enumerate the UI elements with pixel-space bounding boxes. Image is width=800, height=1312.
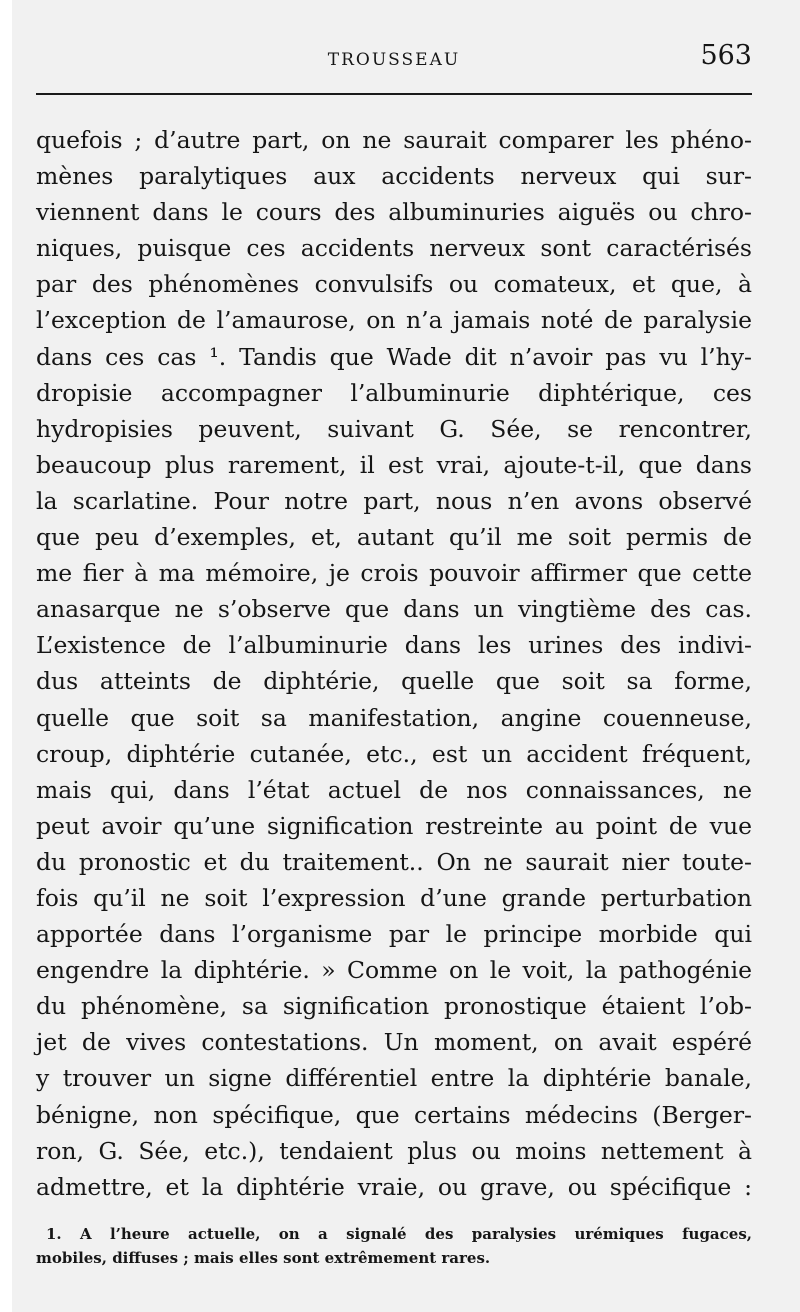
footnote [36,1222,752,1270]
text-line: du phénomène, sa signification pronostique étaient l’ob- [36,992,752,1021]
text-line: peut avoir qu’une signification restreinte au point de vue [36,811,752,840]
text-line: niques, puisque ces accidents nerveux sont caractérisés [36,234,752,263]
text-line: dus atteints de diphtérie, quelle que soit sa forme, [36,667,752,696]
text-line: dropisie accompagner l’albuminurie diphtérique, ces [36,378,752,407]
text-line: fois qu’il ne soit l’expression d’une grande perturbation [36,883,752,912]
text-line: bénigne, non spécifique, que certains médecins (Berger- [36,1100,752,1129]
text-line: mènes paralytiques aux accidents nerveux qui sur- [36,162,752,191]
text-line: jet de vives contestations. Un moment, on avait espéré [36,1028,752,1057]
footnote-line: mobiles, diffuses ; mais elles sont extrêmement rares. [36,1249,491,1267]
footnote-line: 1. A l’heure actuelle, on a signalé des paralysies urémiques fugaces, [46,1225,752,1243]
text-line: me fier à ma mémoire, je crois pouvoir affirmer que cette [36,559,752,588]
text-line: quelle que soit sa manifestation, angine couenneuse, [36,703,752,732]
text-line: croup, diphtérie cutanée, etc., est un accident fréquent, [36,739,752,768]
text-line: admettre, et la diphtérie vraie, ou grave, ou spécifique : [36,1172,752,1201]
text-line: du pronostic et du traitement.. On ne saurait nier toute- [36,847,752,876]
text-line: par des phénomènes convulsifs ou comateux, et que, à [36,270,752,299]
text-line: beaucoup plus rarement, il est vrai, ajoute-t-il, que dans [36,450,752,479]
text-line: mais qui, dans l’état actuel de nos connaissances, ne [36,775,752,804]
text-line: apportée dans l’organisme par le principe morbide qui [36,920,752,949]
text-line: L’existence de l’albuminurie dans les urines des indivi- [36,631,752,660]
text-line: quefois ; d’autre part, on ne saurait comparer les phéno- [36,126,752,154]
text-line: l’exception de l’amaurose, on n’a jamais noté de paralysie [36,306,752,335]
running-head [36,36,752,76]
text-line: hydropisies peuvent, suivant G. Sée, se rencontrer, [36,414,752,443]
text-line: la scarlatine. Pour notre part, nous n’en avons observé [36,486,752,515]
page-number: 563 [700,40,752,71]
text-line: ron, G. Sée, etc.), tendaient plus ou moins nettement à [36,1136,752,1165]
text-line: dans ces cas ¹. Tandis que Wade dit n’avoir pas vu l’hy- [36,342,752,371]
page-margin-edge [0,0,12,1312]
text-line: engendre la diphtérie. » Comme on le voit, la pathogénie [36,956,752,985]
text-line: viennent dans le cours des albuminuries aiguës ou chro- [36,198,752,227]
text-line: anasarque ne s’observe que dans un vingtième des cas. [36,595,752,624]
body-text [36,122,752,1205]
text-line: y trouver un signe différentiel entre la diphtérie banale, [36,1064,752,1093]
text-line: que peu d’exemples, et, autant qu’il me soit permis de [36,523,752,552]
header-rule [36,93,752,95]
running-title: TROUSSEAU [327,50,461,70]
